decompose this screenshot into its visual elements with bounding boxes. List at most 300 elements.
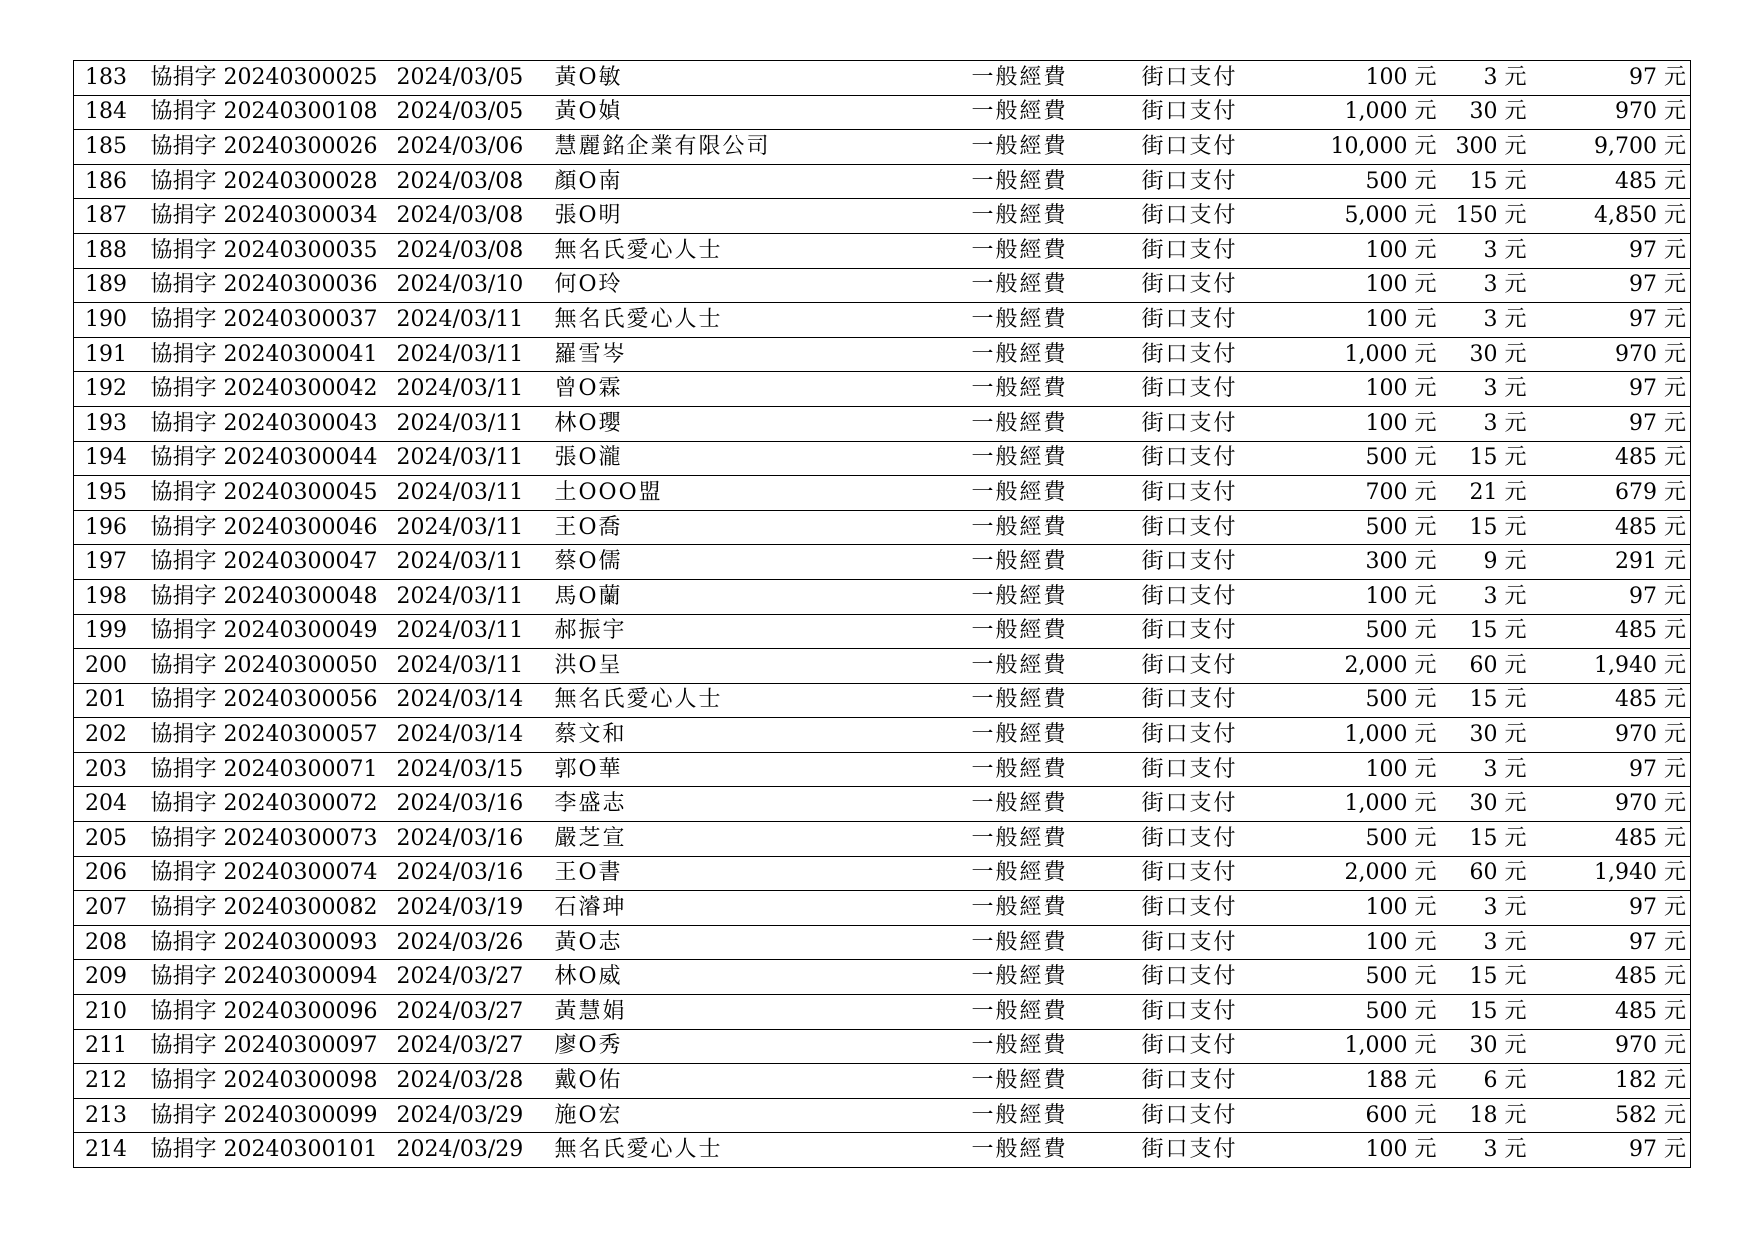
donor-name: 洪O呈 [555, 649, 972, 684]
table-row [74, 579, 1691, 614]
donor-name: 無名氏愛心人士 [555, 1133, 972, 1168]
payment-method: 街口支付 [1142, 1133, 1299, 1168]
table-row [74, 1064, 1691, 1099]
table-row [74, 95, 1691, 130]
row-number: 190 [74, 303, 151, 338]
donation-amount: 500 元 [1299, 683, 1443, 718]
net-amount: 485 元 [1545, 960, 1691, 995]
donation-date: 2024/03/11 [397, 406, 555, 441]
processing-fee: 3 元 [1443, 1133, 1545, 1168]
receipt-number: 協捐字 20240300025 [151, 61, 397, 96]
table-row [74, 130, 1691, 165]
payment-method: 街口支付 [1142, 268, 1299, 303]
donation-amount: 500 元 [1299, 614, 1443, 649]
donor-name: 何O玲 [555, 268, 972, 303]
fund-category: 一般經費 [972, 891, 1142, 926]
donor-name: 嚴芝宣 [555, 822, 972, 857]
payment-method: 街口支付 [1142, 476, 1299, 511]
donor-name: 黃O敏 [555, 61, 972, 96]
donation-amount: 10,000 元 [1299, 130, 1443, 165]
fund-category: 一般經費 [972, 303, 1142, 338]
fund-category: 一般經費 [972, 199, 1142, 234]
donation-amount: 1,000 元 [1299, 337, 1443, 372]
processing-fee: 30 元 [1443, 1029, 1545, 1064]
table-row [74, 891, 1691, 926]
fund-category: 一般經費 [972, 683, 1142, 718]
table-row [74, 1133, 1691, 1168]
fund-category: 一般經費 [972, 752, 1142, 787]
net-amount: 970 元 [1545, 95, 1691, 130]
net-amount: 97 元 [1545, 752, 1691, 787]
donation-date: 2024/03/08 [397, 164, 555, 199]
net-amount: 485 元 [1545, 441, 1691, 476]
donation-amount: 188 元 [1299, 1064, 1443, 1099]
donation-amount: 100 元 [1299, 579, 1443, 614]
fund-category: 一般經費 [972, 822, 1142, 857]
payment-method: 街口支付 [1142, 337, 1299, 372]
fund-category: 一般經費 [972, 1098, 1142, 1133]
donor-name: 張O明 [555, 199, 972, 234]
row-number: 203 [74, 752, 151, 787]
receipt-number: 協捐字 20240300072 [151, 787, 397, 822]
donation-date: 2024/03/28 [397, 1064, 555, 1099]
net-amount: 485 元 [1545, 683, 1691, 718]
payment-method: 街口支付 [1142, 303, 1299, 338]
receipt-number: 協捐字 20240300034 [151, 199, 397, 234]
donor-name: 土OOO盟 [555, 476, 972, 511]
table-row [74, 718, 1691, 753]
donation-date: 2024/03/11 [397, 579, 555, 614]
donation-date: 2024/03/05 [397, 95, 555, 130]
processing-fee: 6 元 [1443, 1064, 1545, 1099]
fund-category: 一般經費 [972, 233, 1142, 268]
row-number: 186 [74, 164, 151, 199]
table-row [74, 649, 1691, 684]
donor-name: 慧麗銘企業有限公司 [555, 130, 972, 165]
net-amount: 1,940 元 [1545, 649, 1691, 684]
donor-name: 無名氏愛心人士 [555, 683, 972, 718]
donor-name: 李盛志 [555, 787, 972, 822]
donation-date: 2024/03/11 [397, 337, 555, 372]
payment-method: 街口支付 [1142, 891, 1299, 926]
donation-date: 2024/03/08 [397, 233, 555, 268]
donor-name: 王O書 [555, 856, 972, 891]
table-row [74, 683, 1691, 718]
donation-amount: 100 元 [1299, 303, 1443, 338]
donation-date: 2024/03/14 [397, 718, 555, 753]
table-row [74, 1098, 1691, 1133]
row-number: 208 [74, 925, 151, 960]
processing-fee: 3 元 [1443, 233, 1545, 268]
row-number: 214 [74, 1133, 151, 1168]
donation-date: 2024/03/27 [397, 960, 555, 995]
fund-category: 一般經費 [972, 614, 1142, 649]
processing-fee: 15 元 [1443, 822, 1545, 857]
row-number: 188 [74, 233, 151, 268]
processing-fee: 300 元 [1443, 130, 1545, 165]
processing-fee: 3 元 [1443, 891, 1545, 926]
receipt-number: 協捐字 20240300099 [151, 1098, 397, 1133]
receipt-number: 協捐字 20240300044 [151, 441, 397, 476]
fund-category: 一般經費 [972, 510, 1142, 545]
receipt-number: 協捐字 20240300037 [151, 303, 397, 338]
net-amount: 970 元 [1545, 1029, 1691, 1064]
payment-method: 街口支付 [1142, 164, 1299, 199]
donation-amount: 100 元 [1299, 891, 1443, 926]
donation-amount: 500 元 [1299, 441, 1443, 476]
payment-method: 街口支付 [1142, 787, 1299, 822]
net-amount: 4,850 元 [1545, 199, 1691, 234]
receipt-number: 協捐字 20240300071 [151, 752, 397, 787]
net-amount: 679 元 [1545, 476, 1691, 511]
receipt-number: 協捐字 20240300074 [151, 856, 397, 891]
processing-fee: 60 元 [1443, 856, 1545, 891]
table-row [74, 199, 1691, 234]
donor-name: 羅雪岑 [555, 337, 972, 372]
donation-ledger-table [73, 60, 1691, 1168]
processing-fee: 18 元 [1443, 1098, 1545, 1133]
receipt-number: 協捐字 20240300043 [151, 406, 397, 441]
net-amount: 97 元 [1545, 1133, 1691, 1168]
fund-category: 一般經費 [972, 441, 1142, 476]
donation-amount: 500 元 [1299, 510, 1443, 545]
table-row [74, 268, 1691, 303]
fund-category: 一般經費 [972, 718, 1142, 753]
row-number: 183 [74, 61, 151, 96]
donation-date: 2024/03/16 [397, 787, 555, 822]
processing-fee: 60 元 [1443, 649, 1545, 684]
net-amount: 582 元 [1545, 1098, 1691, 1133]
payment-method: 街口支付 [1142, 649, 1299, 684]
table-row [74, 441, 1691, 476]
net-amount: 97 元 [1545, 61, 1691, 96]
fund-category: 一般經費 [972, 337, 1142, 372]
row-number: 212 [74, 1064, 151, 1099]
processing-fee: 15 元 [1443, 960, 1545, 995]
payment-method: 街口支付 [1142, 856, 1299, 891]
payment-method: 街口支付 [1142, 822, 1299, 857]
processing-fee: 150 元 [1443, 199, 1545, 234]
payment-method: 街口支付 [1142, 61, 1299, 96]
net-amount: 97 元 [1545, 891, 1691, 926]
donation-date: 2024/03/27 [397, 1029, 555, 1064]
processing-fee: 3 元 [1443, 406, 1545, 441]
row-number: 202 [74, 718, 151, 753]
donor-name: 林O威 [555, 960, 972, 995]
processing-fee: 15 元 [1443, 164, 1545, 199]
net-amount: 182 元 [1545, 1064, 1691, 1099]
payment-method: 街口支付 [1142, 683, 1299, 718]
net-amount: 291 元 [1545, 545, 1691, 580]
row-number: 184 [74, 95, 151, 130]
ledger-body [74, 61, 1691, 1168]
donor-name: 曾O霖 [555, 372, 972, 407]
fund-category: 一般經費 [972, 856, 1142, 891]
receipt-number: 協捐字 20240300082 [151, 891, 397, 926]
net-amount: 485 元 [1545, 614, 1691, 649]
fund-category: 一般經費 [972, 406, 1142, 441]
net-amount: 97 元 [1545, 268, 1691, 303]
fund-category: 一般經費 [972, 1133, 1142, 1168]
fund-category: 一般經費 [972, 61, 1142, 96]
donation-amount: 1,000 元 [1299, 1029, 1443, 1064]
net-amount: 97 元 [1545, 579, 1691, 614]
donor-name: 施O宏 [555, 1098, 972, 1133]
net-amount: 970 元 [1545, 787, 1691, 822]
table-row [74, 1029, 1691, 1064]
donation-date: 2024/03/10 [397, 268, 555, 303]
processing-fee: 30 元 [1443, 718, 1545, 753]
donation-amount: 2,000 元 [1299, 856, 1443, 891]
donation-date: 2024/03/16 [397, 856, 555, 891]
payment-method: 街口支付 [1142, 510, 1299, 545]
processing-fee: 9 元 [1443, 545, 1545, 580]
donation-date: 2024/03/15 [397, 752, 555, 787]
fund-category: 一般經費 [972, 476, 1142, 511]
row-number: 200 [74, 649, 151, 684]
processing-fee: 21 元 [1443, 476, 1545, 511]
row-number: 198 [74, 579, 151, 614]
donation-date: 2024/03/11 [397, 372, 555, 407]
donor-name: 王O喬 [555, 510, 972, 545]
donation-amount: 100 元 [1299, 61, 1443, 96]
fund-category: 一般經費 [972, 545, 1142, 580]
payment-method: 街口支付 [1142, 614, 1299, 649]
payment-method: 街口支付 [1142, 1064, 1299, 1099]
donation-amount: 100 元 [1299, 372, 1443, 407]
receipt-number: 協捐字 20240300047 [151, 545, 397, 580]
row-number: 201 [74, 683, 151, 718]
donor-name: 蔡O儒 [555, 545, 972, 580]
processing-fee: 3 元 [1443, 579, 1545, 614]
receipt-number: 協捐字 20240300098 [151, 1064, 397, 1099]
payment-method: 街口支付 [1142, 718, 1299, 753]
processing-fee: 15 元 [1443, 683, 1545, 718]
table-row [74, 960, 1691, 995]
donor-name: 郝振宇 [555, 614, 972, 649]
receipt-number: 協捐字 20240300050 [151, 649, 397, 684]
table-row [74, 510, 1691, 545]
receipt-number: 協捐字 20240300093 [151, 925, 397, 960]
donor-name: 石濬珅 [555, 891, 972, 926]
donation-date: 2024/03/11 [397, 476, 555, 511]
donation-date: 2024/03/29 [397, 1133, 555, 1168]
payment-method: 街口支付 [1142, 925, 1299, 960]
row-number: 197 [74, 545, 151, 580]
row-number: 195 [74, 476, 151, 511]
processing-fee: 30 元 [1443, 337, 1545, 372]
donation-amount: 100 元 [1299, 925, 1443, 960]
donation-amount: 1,000 元 [1299, 787, 1443, 822]
processing-fee: 3 元 [1443, 752, 1545, 787]
receipt-number: 協捐字 20240300042 [151, 372, 397, 407]
net-amount: 485 元 [1545, 995, 1691, 1030]
fund-category: 一般經費 [972, 130, 1142, 165]
fund-category: 一般經費 [972, 579, 1142, 614]
processing-fee: 3 元 [1443, 303, 1545, 338]
donor-name: 郭O華 [555, 752, 972, 787]
receipt-number: 協捐字 20240300057 [151, 718, 397, 753]
processing-fee: 15 元 [1443, 614, 1545, 649]
receipt-number: 協捐字 20240300094 [151, 960, 397, 995]
fund-category: 一般經費 [972, 1029, 1142, 1064]
donation-date: 2024/03/11 [397, 510, 555, 545]
receipt-number: 協捐字 20240300048 [151, 579, 397, 614]
fund-category: 一般經費 [972, 787, 1142, 822]
row-number: 194 [74, 441, 151, 476]
receipt-number: 協捐字 20240300056 [151, 683, 397, 718]
donation-date: 2024/03/14 [397, 683, 555, 718]
receipt-number: 協捐字 20240300041 [151, 337, 397, 372]
donor-name: 廖O秀 [555, 1029, 972, 1064]
donation-amount: 600 元 [1299, 1098, 1443, 1133]
table-row [74, 337, 1691, 372]
fund-category: 一般經費 [972, 995, 1142, 1030]
receipt-number: 協捐字 20240300096 [151, 995, 397, 1030]
row-number: 185 [74, 130, 151, 165]
receipt-number: 協捐字 20240300097 [151, 1029, 397, 1064]
net-amount: 97 元 [1545, 233, 1691, 268]
payment-method: 街口支付 [1142, 199, 1299, 234]
donor-name: 黃O媜 [555, 95, 972, 130]
table-row [74, 545, 1691, 580]
fund-category: 一般經費 [972, 1064, 1142, 1099]
donation-date: 2024/03/08 [397, 199, 555, 234]
fund-category: 一般經費 [972, 268, 1142, 303]
donation-amount: 500 元 [1299, 960, 1443, 995]
donor-name: 林O瓔 [555, 406, 972, 441]
table-row [74, 752, 1691, 787]
receipt-number: 協捐字 20240300036 [151, 268, 397, 303]
processing-fee: 3 元 [1443, 61, 1545, 96]
payment-method: 街口支付 [1142, 995, 1299, 1030]
payment-method: 街口支付 [1142, 1098, 1299, 1133]
net-amount: 970 元 [1545, 718, 1691, 753]
table-row [74, 787, 1691, 822]
donor-name: 黃慧娟 [555, 995, 972, 1030]
table-row [74, 164, 1691, 199]
net-amount: 485 元 [1545, 510, 1691, 545]
net-amount: 9,700 元 [1545, 130, 1691, 165]
donor-name: 馬O蘭 [555, 579, 972, 614]
receipt-number: 協捐字 20240300046 [151, 510, 397, 545]
table-row [74, 925, 1691, 960]
processing-fee: 3 元 [1443, 372, 1545, 407]
payment-method: 街口支付 [1142, 95, 1299, 130]
row-number: 213 [74, 1098, 151, 1133]
row-number: 187 [74, 199, 151, 234]
payment-method: 街口支付 [1142, 233, 1299, 268]
donation-date: 2024/03/06 [397, 130, 555, 165]
donation-date: 2024/03/11 [397, 545, 555, 580]
donation-date: 2024/03/11 [397, 649, 555, 684]
row-number: 209 [74, 960, 151, 995]
table-row [74, 303, 1691, 338]
donation-amount: 2,000 元 [1299, 649, 1443, 684]
receipt-number: 協捐字 20240300108 [151, 95, 397, 130]
receipt-number: 協捐字 20240300045 [151, 476, 397, 511]
payment-method: 街口支付 [1142, 752, 1299, 787]
receipt-number: 協捐字 20240300101 [151, 1133, 397, 1168]
donation-amount: 100 元 [1299, 406, 1443, 441]
fund-category: 一般經費 [972, 649, 1142, 684]
donation-amount: 500 元 [1299, 822, 1443, 857]
row-number: 199 [74, 614, 151, 649]
donation-date: 2024/03/05 [397, 61, 555, 96]
processing-fee: 30 元 [1443, 787, 1545, 822]
receipt-number: 協捐字 20240300073 [151, 822, 397, 857]
donation-date: 2024/03/26 [397, 925, 555, 960]
payment-method: 街口支付 [1142, 130, 1299, 165]
payment-method: 街口支付 [1142, 579, 1299, 614]
processing-fee: 30 元 [1443, 95, 1545, 130]
net-amount: 97 元 [1545, 372, 1691, 407]
row-number: 193 [74, 406, 151, 441]
donor-name: 無名氏愛心人士 [555, 233, 972, 268]
payment-method: 街口支付 [1142, 1029, 1299, 1064]
row-number: 191 [74, 337, 151, 372]
payment-method: 街口支付 [1142, 545, 1299, 580]
table-row [74, 372, 1691, 407]
row-number: 205 [74, 822, 151, 857]
donation-amount: 100 元 [1299, 268, 1443, 303]
processing-fee: 15 元 [1443, 995, 1545, 1030]
fund-category: 一般經費 [972, 372, 1142, 407]
net-amount: 485 元 [1545, 164, 1691, 199]
table-row [74, 614, 1691, 649]
processing-fee: 15 元 [1443, 441, 1545, 476]
donation-amount: 5,000 元 [1299, 199, 1443, 234]
donation-amount: 100 元 [1299, 1133, 1443, 1168]
donation-date: 2024/03/11 [397, 614, 555, 649]
donation-amount: 500 元 [1299, 995, 1443, 1030]
processing-fee: 3 元 [1443, 925, 1545, 960]
table-row [74, 822, 1691, 857]
donation-date: 2024/03/27 [397, 995, 555, 1030]
row-number: 189 [74, 268, 151, 303]
donor-name: 無名氏愛心人士 [555, 303, 972, 338]
row-number: 210 [74, 995, 151, 1030]
donation-amount: 100 元 [1299, 233, 1443, 268]
donor-name: 黃O志 [555, 925, 972, 960]
row-number: 204 [74, 787, 151, 822]
donation-date: 2024/03/29 [397, 1098, 555, 1133]
donor-name: 張O瀧 [555, 441, 972, 476]
donation-date: 2024/03/16 [397, 822, 555, 857]
donation-amount: 700 元 [1299, 476, 1443, 511]
donation-amount: 500 元 [1299, 164, 1443, 199]
receipt-number: 協捐字 20240300049 [151, 614, 397, 649]
fund-category: 一般經費 [972, 960, 1142, 995]
donor-name: 戴O佑 [555, 1064, 972, 1099]
fund-category: 一般經費 [972, 95, 1142, 130]
payment-method: 街口支付 [1142, 960, 1299, 995]
net-amount: 970 元 [1545, 337, 1691, 372]
donation-date: 2024/03/11 [397, 303, 555, 338]
row-number: 207 [74, 891, 151, 926]
payment-method: 街口支付 [1142, 441, 1299, 476]
processing-fee: 3 元 [1443, 268, 1545, 303]
fund-category: 一般經費 [972, 925, 1142, 960]
payment-method: 街口支付 [1142, 372, 1299, 407]
table-row [74, 406, 1691, 441]
table-row [74, 995, 1691, 1030]
processing-fee: 15 元 [1443, 510, 1545, 545]
table-row [74, 61, 1691, 96]
donation-amount: 1,000 元 [1299, 95, 1443, 130]
net-amount: 97 元 [1545, 925, 1691, 960]
receipt-number: 協捐字 20240300035 [151, 233, 397, 268]
